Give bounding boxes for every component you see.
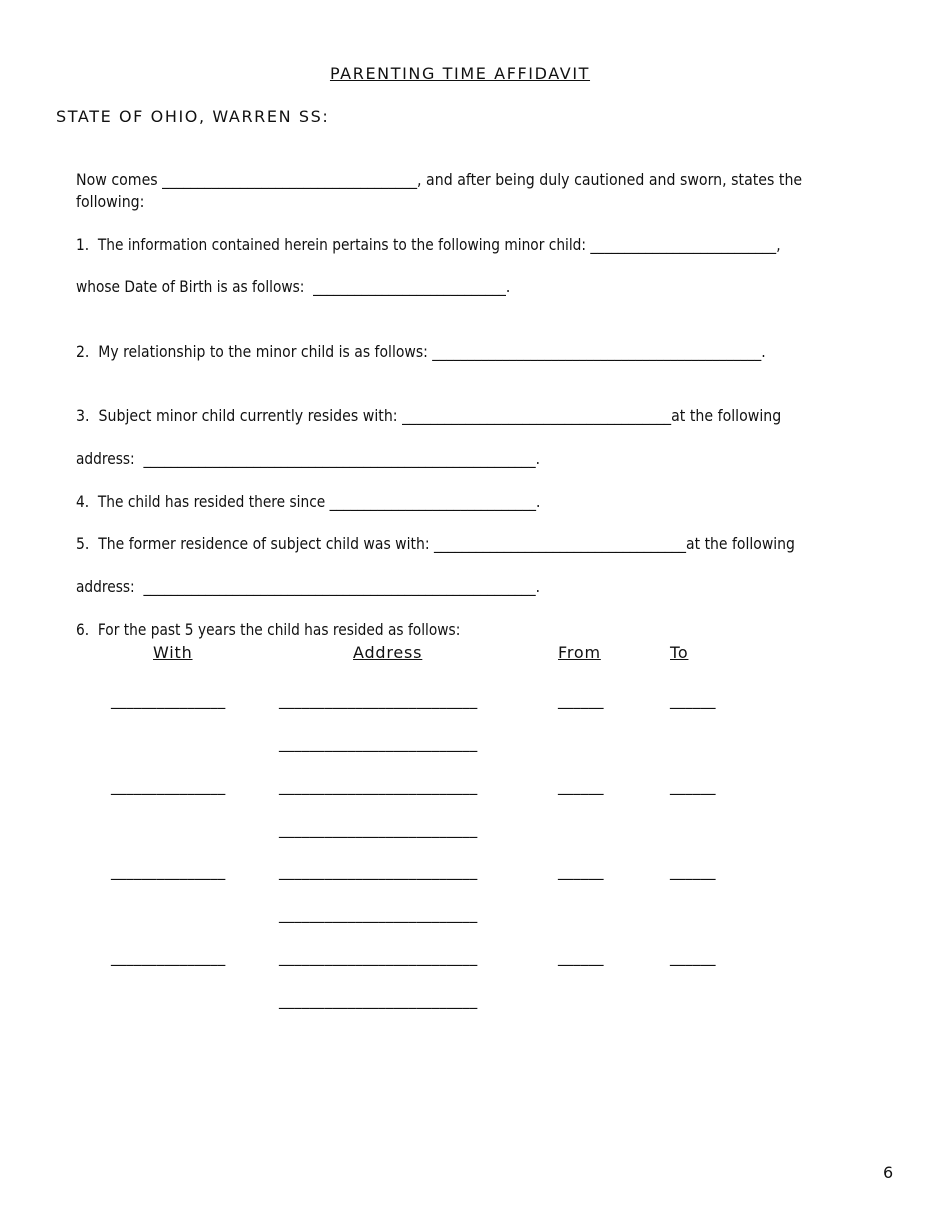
column-header-from: From xyxy=(558,643,601,662)
item-4: 4. The child has resided there since ______________________________. xyxy=(76,492,541,511)
column-header-address: Address xyxy=(353,643,423,662)
address-blank[interactable]: __________________________ xyxy=(279,990,478,1009)
with-blank[interactable]: _______________ xyxy=(111,776,226,795)
venue-caption: STATE OF OHIO, WARREN SS: xyxy=(56,107,330,126)
item-6: 6. For the past 5 years the child has resided as follows: xyxy=(76,620,461,639)
item-5-line-2: address: _________________________________________________________. xyxy=(76,577,541,596)
to-blank[interactable]: ______ xyxy=(670,690,716,709)
to-blank[interactable]: ______ xyxy=(670,861,716,880)
page-number: 6 xyxy=(883,1163,894,1182)
item-3-line-1: 3. Subject minor child currently resides with: ______________________________________at the following xyxy=(76,406,782,425)
with-blank[interactable]: _______________ xyxy=(111,861,226,880)
intro-line-2: following: xyxy=(76,192,145,211)
from-blank[interactable]: ______ xyxy=(558,861,604,880)
with-blank[interactable]: _______________ xyxy=(111,690,226,709)
address-blank[interactable]: __________________________ xyxy=(279,947,478,966)
item-2: 2. My relationship to the minor child is as follows: _______________________________________________. xyxy=(76,342,767,361)
from-blank[interactable]: ______ xyxy=(558,776,604,795)
document-title: PARENTING TIME AFFIDAVIT xyxy=(329,64,591,83)
from-blank[interactable]: ______ xyxy=(558,690,604,709)
to-blank[interactable]: ______ xyxy=(670,776,716,795)
intro-line-1: Now comes ____________________________________, and after being duly cautioned and sworn, states the xyxy=(76,170,803,189)
item-1-line-1: 1. The information contained herein pertains to the following minor child: ___________________________, xyxy=(76,235,781,254)
with-blank[interactable]: _______________ xyxy=(111,947,226,966)
item-1-line-2: whose Date of Birth is as follows: ____________________________. xyxy=(76,277,511,296)
address-blank[interactable]: __________________________ xyxy=(279,819,478,838)
item-5-line-1: 5. The former residence of subject child was with: ____________________________________at the following xyxy=(76,534,796,553)
to-blank[interactable]: ______ xyxy=(670,947,716,966)
from-blank[interactable]: ______ xyxy=(558,947,604,966)
column-header-to: To xyxy=(670,643,689,662)
address-blank[interactable]: __________________________ xyxy=(279,733,478,752)
address-blank[interactable]: __________________________ xyxy=(279,690,478,709)
address-blank[interactable]: __________________________ xyxy=(279,861,478,880)
item-3-line-2: address: _________________________________________________________. xyxy=(76,449,541,468)
address-blank[interactable]: __________________________ xyxy=(279,904,478,923)
column-header-with: With xyxy=(153,643,193,662)
address-blank[interactable]: __________________________ xyxy=(279,776,478,795)
